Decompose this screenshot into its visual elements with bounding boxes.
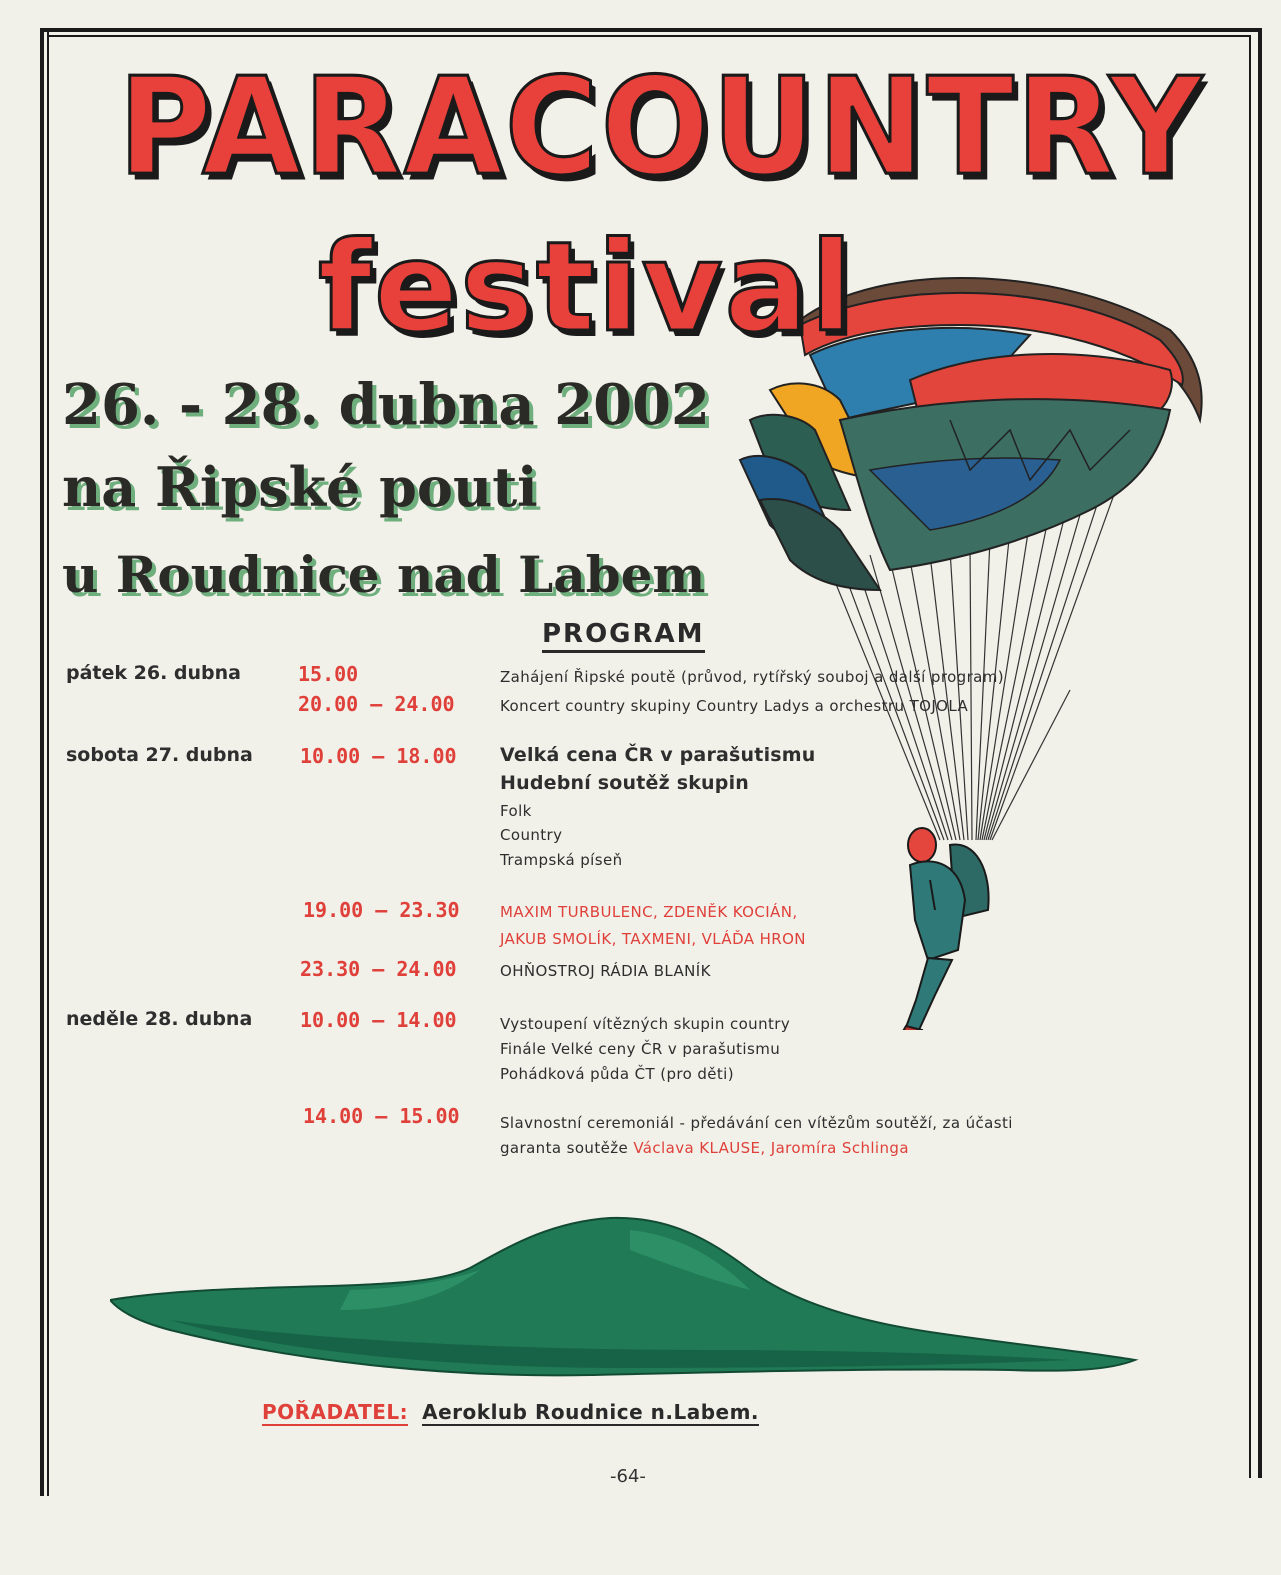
time-slot: 19.00 – 23.30	[303, 898, 460, 922]
frame-right-inner	[1249, 35, 1251, 1478]
event-line	[500, 1139, 909, 1157]
frame-right-outer	[1258, 28, 1262, 1478]
page-number: -64-	[610, 1466, 646, 1487]
event-line: Vystoupení vítězných skupin country	[500, 1015, 791, 1033]
frame-left-outer	[40, 28, 44, 1496]
event-line: OHŇOSTROJ RÁDIA BLANÍK	[500, 962, 711, 980]
time-slot: 10.00 – 14.00	[300, 1008, 457, 1032]
event-line-text: garanta soutěže	[500, 1139, 629, 1157]
time-slot: 15.00	[298, 662, 359, 686]
event-line: Koncert country skupiny Country Ladys a orchestru TOJOLA	[500, 697, 969, 715]
event-line: Trampská píseň	[500, 851, 623, 869]
day-label: neděle 28. dubna	[66, 1008, 253, 1030]
event-line: Folk	[500, 802, 532, 820]
event-line: Zahájení Řipské poutě (průvod, rytířský souboj a další program)	[500, 668, 1004, 686]
event-line: Pohádková půda ČT (pro děti)	[500, 1065, 734, 1083]
time-slot: 14.00 – 15.00	[303, 1104, 460, 1128]
organizer-label: POŘADATEL:	[262, 1400, 409, 1424]
program-heading: PROGRAM	[542, 618, 705, 653]
frame-top-inner	[47, 35, 1251, 37]
event-line: Slavnostní ceremoniál - předávání cen vítězům soutěží, za účasti	[500, 1114, 1013, 1132]
organizer-name: Aeroklub Roudnice n.Labem.	[422, 1400, 760, 1424]
day-label: sobota 27. dubna	[66, 744, 253, 766]
poster-subtitle: festival	[318, 216, 855, 360]
festival-town: u Roudnice nad Labem	[62, 545, 706, 604]
event-line: Country	[500, 826, 563, 844]
event-headline: Hudební soutěž skupin	[500, 772, 750, 794]
time-slot: 10.00 – 18.00	[300, 744, 457, 768]
poster-title: PARACOUNTRY	[118, 49, 1205, 206]
paraglider-illustration	[730, 270, 1210, 1030]
guest-names: Václava KLAUSE, Jaromíra Schlinga	[633, 1139, 909, 1157]
time-slot: 20.00 – 24.00	[298, 692, 455, 716]
event-headline: Velká cena ČR v parašutismu	[500, 744, 816, 766]
hill-illustration	[110, 1210, 1140, 1390]
organizer-credit	[262, 1400, 759, 1424]
event-line: Finále Velké ceny ČR v parašutismu	[500, 1040, 781, 1058]
festival-date: 26. - 28. dubna 2002	[62, 372, 710, 438]
time-slot: 23.30 – 24.00	[300, 957, 457, 981]
frame-left-inner	[47, 28, 49, 1496]
frame-top-outer	[40, 28, 1262, 32]
event-line: MAXIM TURBULENC, ZDENĚK KOCIÁN,	[500, 903, 798, 921]
festival-place: na Řipské pouti	[62, 455, 538, 519]
day-label: pátek 26. dubna	[66, 662, 241, 684]
event-line: JAKUB SMOLÍK, TAXMENI, VLÁĎA HRON	[500, 930, 806, 948]
